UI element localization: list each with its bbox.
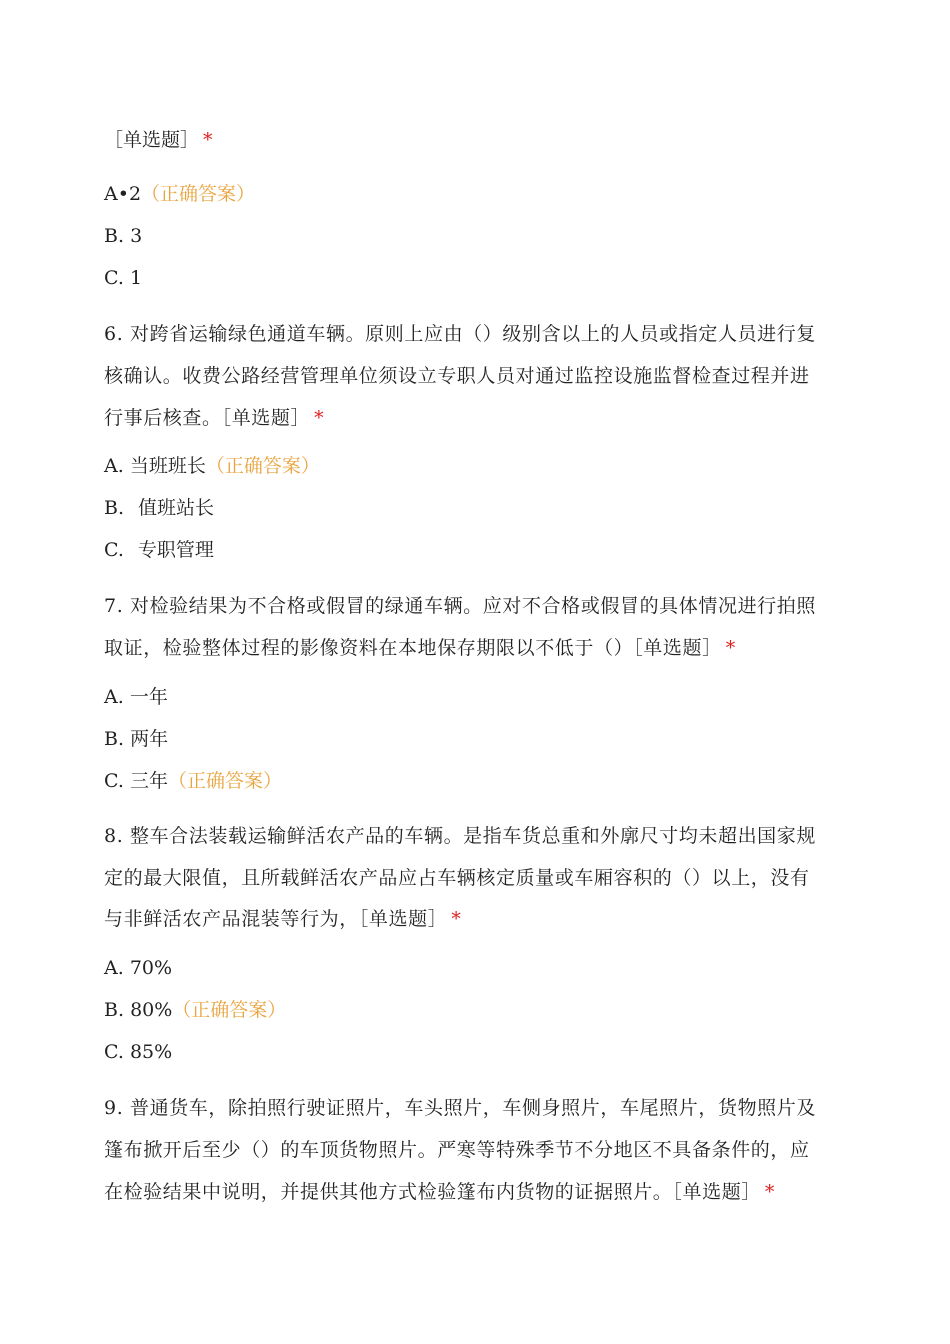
q6-text-line-1: 6. 对跨省运输绿色通道车辆。原则上应由（）级别含以上的人员或指定人员进行复 [104, 323, 816, 345]
required-star: * [314, 407, 325, 429]
q8-text-line-2: 定的最大限值，且所载鲜活农产品应占车辆核定质量或车厢容积的（）以上，没有 [104, 867, 810, 889]
q6-option-b[interactable] [104, 496, 214, 520]
q5-option-a[interactable] [104, 182, 255, 206]
option-text: 85% [129, 1041, 173, 1063]
option-text: 值班站长 [138, 497, 215, 519]
option-letter: C. [104, 267, 124, 289]
q7-text-line-2 [104, 636, 736, 660]
option-text: 70% [129, 957, 173, 979]
option-text: 当班班长 [129, 455, 206, 477]
required-star: * [725, 637, 736, 659]
option-letter: A. [104, 957, 124, 979]
q9-text-line-3-text: 在检验结果中说明，并提供其他方式检验篷布内货物的证据照片。［单选题］ [104, 1181, 761, 1203]
q8-text-line-3 [104, 907, 461, 931]
q6-text-line-3-text: 行事后核查。［单选题］ [104, 407, 311, 429]
option-text: 1 [129, 267, 143, 289]
q6-option-a[interactable] [104, 454, 320, 478]
option-text: 80% [130, 999, 173, 1021]
q7-option-a[interactable] [104, 685, 168, 709]
q7-option-b[interactable] [104, 727, 168, 751]
q8-option-a[interactable] [104, 956, 172, 980]
q6-text-line-3 [104, 406, 324, 430]
q7-text-line-2-text: 取证，检验整体过程的影像资料在本地保存期限以不低于（）［单选题］ [104, 637, 722, 659]
option-text: 3 [130, 225, 143, 247]
q8-option-b[interactable] [104, 998, 286, 1022]
q5-type-tag-line [104, 128, 213, 152]
correct-answer-mark: （正确答案） [172, 999, 287, 1021]
option-text: 三年 [129, 770, 168, 792]
option-letter: B. [104, 497, 125, 519]
q5-type-tag: ［单选题］ [104, 129, 200, 151]
option-letter: A. [104, 455, 124, 477]
option-text: 一年 [129, 686, 168, 708]
option-text: 专职管理 [137, 539, 214, 561]
q9-text-line-3 [104, 1180, 775, 1204]
q8-text-line-3-text: 与非鲜活农产品混装等行为，［单选题］ [104, 908, 448, 930]
q9-text-line-1: 9. 普通货车，除拍照行驶证照片，车头照片，车侧身照片，车尾照片，货物照片及 [104, 1097, 816, 1119]
option-letter: C. [104, 1041, 124, 1063]
q9-text-line-2: 篷布掀开后至少（）的车顶货物照片。严寒等特殊季节不分地区不具备条件的，应 [104, 1139, 810, 1161]
option-letter: A. [104, 686, 124, 708]
option-letter: C. [104, 770, 124, 792]
correct-answer-mark: （正确答案） [205, 455, 320, 477]
option-text: 2 [128, 183, 142, 205]
q6-text-line-2: 核确认。收费公路经营管理单位须设立专职人员对通过监控设施监督检查过程并进 [104, 365, 810, 387]
option-letter: B. [104, 225, 125, 247]
option-letter: B. [104, 728, 125, 750]
option-letter: A• [104, 183, 129, 205]
required-star: * [451, 908, 462, 930]
q5-option-b[interactable] [104, 224, 142, 248]
q8-option-c[interactable] [104, 1040, 172, 1064]
option-text: 两年 [130, 728, 169, 750]
correct-answer-mark: （正确答案） [141, 183, 256, 205]
q7-text-line-1: 7. 对检验结果为不合格或假冒的绿通车辆。应对不合格或假冒的具体情况进行拍照 [104, 595, 816, 617]
required-star: * [203, 129, 213, 151]
q7-option-c[interactable] [104, 769, 282, 793]
correct-answer-mark: （正确答案） [167, 770, 282, 792]
q8-text-line-1: 8. 整车合法装载运输鲜活农产品的车辆。是指车货总重和外廓尺寸均未超出国家规 [104, 825, 816, 847]
option-letter: C. [104, 539, 124, 561]
q5-option-c[interactable] [104, 266, 142, 290]
required-star: * [764, 1181, 776, 1203]
q6-option-c[interactable] [104, 538, 214, 562]
option-letter: B. [104, 999, 125, 1021]
